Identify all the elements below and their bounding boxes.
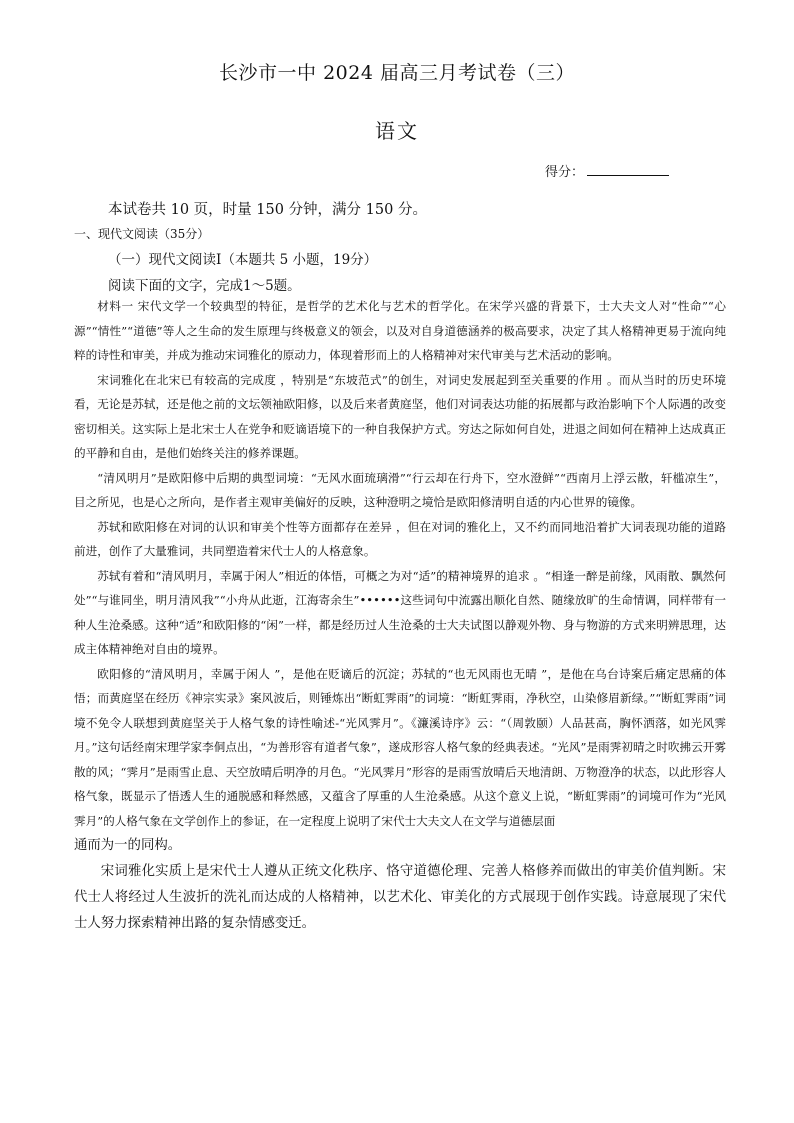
- exam-intro: 本试卷共 10 页，时量 150 分钟，满分 150 分。: [108, 202, 427, 218]
- passage-paragraph: 苏轼有着和“清风明月，幸属于闲人”相近的体悟，可概之为对“适”的精神境界的追求 。“相逢一醉是前缘，风雨散、飘然何处”“与谁同坐，明月清风我”“小舟从此逝，江海寄余生”••••••这些词句中流露出顺化自然、随缘放旷的生命情调，同样带有一种人生沧桑感。这种“适”和欧阳修的“闲”一样，都是经历过人生沧桑的士大夫试图以静观外物、身与物游的方式来明辨思理，达成主体精神绝对自由的境界。: [74, 568, 726, 656]
- passage-paragraph: 宋词雅化实质上是宋代士人遵从正统文化秩序、恪守道德伦理、完善人格修养而做出的审美价值判断。宋代士人将经过人生波折的洗礼而达成的人格精神，以艺术化、审美化的方式展现于创作实践。诗意展现了宋代士人努力探索精神出路的复杂情感变迁。: [74, 864, 726, 931]
- passage-paragraph: 通而为一的同构。: [74, 838, 182, 853]
- exam-title: 长沙市一中 2024 届高三月考试卷（三）: [219, 62, 575, 84]
- passage-paragraph: 材料一 宋代文学一个较典型的特征，是哲学的艺术化与艺术的哲学化。在宋学兴盛的背景下，士大夫文人对“性命”“心源”“情性”“道德”等人之生命的发生原理与终极意义的领会，以及对自身道德涵养的极高要求，决定了其人格精神更易于流向纯粹的诗性和审美，并成为推动宋词雅化的原动力，体现着形而上的人格精神对宋代审美与艺术活动的影响。: [74, 299, 726, 362]
- score-blank-line: [587, 163, 669, 176]
- section-heading: 一、现代文阅读（35分）: [74, 227, 210, 241]
- subject-title: 语文: [375, 119, 419, 143]
- reading-instruction: 阅读下面的文字，完成1～5题。: [108, 278, 301, 294]
- passage-paragraph: “清风明月”是欧阳修中后期的典型词境：“无风水面琉璃滑”“行云却在行舟下，空水澄鲜”“西南月上浮云散，轩槛凉生”， 目之所见，也是心之所向，是作者主观审美偏好的反映，这种澄明之境恰是欧阳修清明自适的内心世界的镜像。: [74, 470, 726, 509]
- subsection-heading: （一）现代文阅读Ⅰ（本题共 5 小题，19分）: [108, 252, 378, 268]
- passage-paragraph: 苏轼和欧阳修在对词的认识和审美个性等方面都存在差异 ，但在对词的雅化上，又不约而同地沿着扩大词表现功能的道路前进，创作了大量雅词，共同塑造着宋代士人的人格意象。: [74, 519, 726, 558]
- score-field: [545, 161, 669, 180]
- passage-paragraph: 宋词雅化在北宋已有较高的完成度 ，特别是“东坡范式”的创生，对词史发展起到至关重要的作用 。而从当时的历史环境看，无论是苏轼，还是他之前的文坛领袖欧阳修，以及后来者黄庭坚，他们对词表达功能的拓展都与政治影响下个人际遇的改变密切相关。这实际上是北宋士人在党争和贬谪语境下的一种自我保护方式。穷达之际如何自处，进退之间如何在精神上达成真正的平静和自由，是他们始终关注的修养课题。: [74, 372, 726, 460]
- reading-passage: [74, 294, 726, 937]
- score-label: 得分：: [545, 165, 585, 180]
- passage-paragraph: 欧阳修的“清风明月，幸属于闲人 ”，是他在贬谪后的沉淀；苏轼的“也无风雨也无晴 ”，是他在乌台诗案后痛定思痛的体悟；而黄庭坚在经历《神宗实录》案风波后，则锤炼出“断虹霁雨”的词境：“断虹霁雨，净秋空，山染修眉新绿。”“断虹霁雨”词境不免令人联想到黄庭坚关于人格气象的诗性喻述-“光风霁月”。《濂溪诗序》云：“（周敦颐）人品甚高，胸怀洒落，如光风霁月。”这句话经南宋理学家李侗点出，“为善形容有道者气象”，遂成形容人格气象的经典表述。“光风”是雨霁初晴之时吹拂云开雾散的风；“霁月”是雨雪止息、天空放晴后明净的月色。“光风霁月”形容的是雨雪放晴后天地清朗、万物澄净的状态，以此形容人格气象，既显示了悟透人生的通脱感和释然感，又蕴含了厚重的人生沧桑感。从这个意义上说，“断虹霁雨”的词境可作为“光风霁月”的人格气象在文学创作上的参证，在一定程度上说明了宋代士大夫文人在文学与道德层面: [74, 666, 726, 828]
